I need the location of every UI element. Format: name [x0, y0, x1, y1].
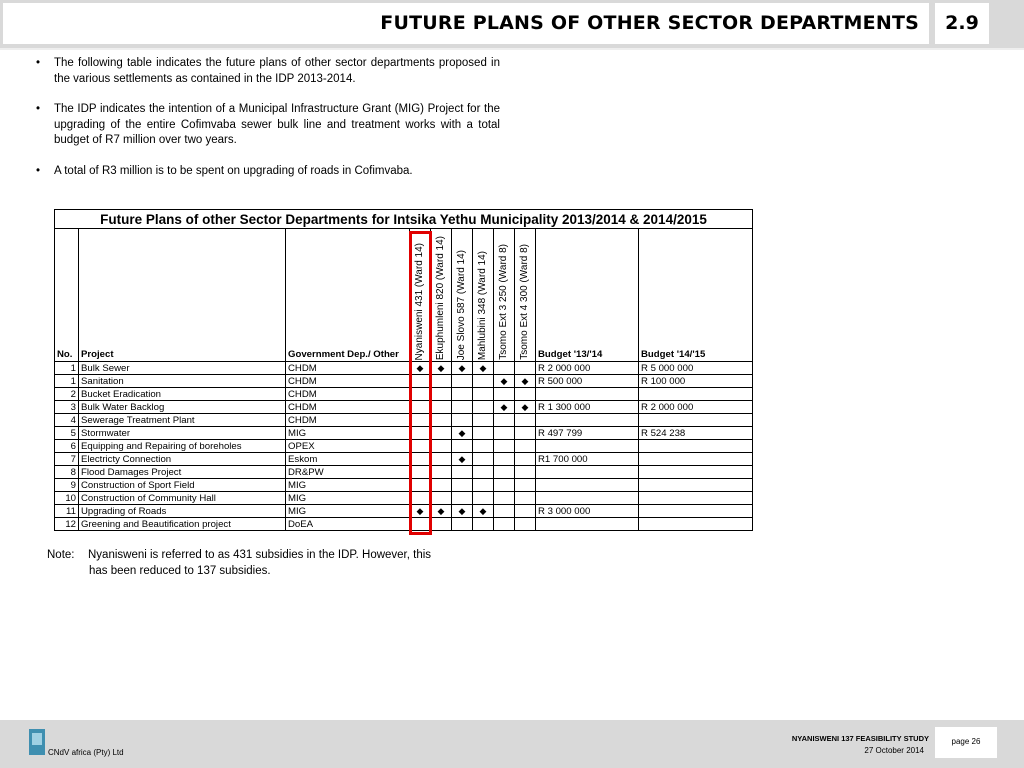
row-department: MIG: [286, 492, 410, 505]
row-budget-2: [639, 505, 753, 518]
row-settlement-marker: [431, 375, 452, 388]
row-budget-2: R 100 000: [639, 375, 753, 388]
header-no: No.: [55, 229, 79, 362]
row-settlement-marker: [473, 401, 494, 414]
row-settlement-marker: ◆: [494, 401, 515, 414]
row-settlement-marker: ◆: [452, 505, 473, 518]
table-row: [55, 440, 753, 453]
company-logo-icon: [29, 729, 45, 755]
row-settlement-marker: [431, 440, 452, 453]
row-settlement-marker: [494, 466, 515, 479]
header-divider: [0, 48, 1024, 50]
row-settlement-marker: [410, 518, 431, 531]
row-budget-1: R 3 000 000: [536, 505, 639, 518]
row-project: Bucket Eradication: [79, 388, 286, 401]
row-settlement-marker: ◆: [515, 375, 536, 388]
bullet-item: • The following table indicates the future plans of other sector departments proposed in the various settlements as contained in the IDP 2013-2014.: [36, 56, 500, 87]
plans-table: [54, 209, 753, 531]
footer-bar: [0, 720, 1024, 768]
row-budget-1: [536, 388, 639, 401]
row-department: CHDM: [286, 414, 410, 427]
row-settlement-marker: [473, 492, 494, 505]
table-row: [55, 401, 753, 414]
row-settlement-marker: ◆: [473, 362, 494, 375]
header-settlement: Mahlubini 348 (Ward 14): [473, 229, 494, 362]
row-department: CHDM: [286, 388, 410, 401]
row-budget-1: [536, 440, 639, 453]
row-project: Construction of Sport Field: [79, 479, 286, 492]
row-settlement-marker: [494, 505, 515, 518]
row-number: 1: [55, 375, 79, 388]
row-settlement-marker: [410, 453, 431, 466]
row-settlement-marker: ◆: [431, 362, 452, 375]
row-budget-2: R 2 000 000: [639, 401, 753, 414]
row-settlement-marker: [494, 427, 515, 440]
row-budget-1: [536, 466, 639, 479]
row-project: Upgrading of Roads: [79, 505, 286, 518]
row-budget-2: [639, 453, 753, 466]
row-budget-1: [536, 479, 639, 492]
row-department: CHDM: [286, 375, 410, 388]
row-budget-2: R 5 000 000: [639, 362, 753, 375]
note-text: Nyanisweni is referred to as 431 subsidies in the IDP. However, this: [88, 549, 432, 561]
section-number: 2.9: [945, 12, 979, 34]
note-label: Note:: [47, 549, 75, 561]
row-settlement-marker: ◆: [410, 362, 431, 375]
row-budget-1: R 500 000: [536, 375, 639, 388]
row-budget-2: [639, 518, 753, 531]
row-budget-2: [639, 479, 753, 492]
row-settlement-marker: ◆: [515, 401, 536, 414]
footer-company: CNdV africa (Pty) Ltd: [48, 748, 124, 757]
row-budget-1: R 2 000 000: [536, 362, 639, 375]
table-row: [55, 453, 753, 466]
header-settlement: Tsomo Ext 3 250 (Ward 8): [494, 229, 515, 362]
header-project: Project: [79, 229, 286, 362]
row-settlement-marker: ◆: [410, 505, 431, 518]
row-settlement-marker: [515, 466, 536, 479]
row-settlement-marker: [494, 453, 515, 466]
row-department: MIG: [286, 505, 410, 518]
row-department: DoEA: [286, 518, 410, 531]
table-row: [55, 466, 753, 479]
row-settlement-marker: [494, 388, 515, 401]
row-number: 12: [55, 518, 79, 531]
row-department: CHDM: [286, 362, 410, 375]
row-settlement-marker: [494, 492, 515, 505]
row-settlement-marker: [431, 479, 452, 492]
row-settlement-marker: [431, 414, 452, 427]
row-project: Flood Damages Project: [79, 466, 286, 479]
row-budget-1: [536, 492, 639, 505]
row-settlement-marker: [515, 492, 536, 505]
row-settlement-marker: [452, 388, 473, 401]
row-settlement-marker: ◆: [452, 427, 473, 440]
row-number: 3: [55, 401, 79, 414]
table-row: [55, 414, 753, 427]
page-title: FUTURE PLANS OF OTHER SECTOR DEPARTMENTS: [380, 12, 919, 34]
row-settlement-marker: [452, 492, 473, 505]
row-settlement-marker: [473, 414, 494, 427]
row-department: MIG: [286, 427, 410, 440]
row-budget-2: [639, 388, 753, 401]
header-budget-2: Budget '14/'15: [639, 229, 753, 362]
row-budget-2: [639, 492, 753, 505]
row-settlement-marker: [515, 362, 536, 375]
row-settlement-marker: [494, 414, 515, 427]
row-budget-2: [639, 414, 753, 427]
header-settlement: Ekuphumleni 820 (Ward 14): [431, 229, 452, 362]
table-row: [55, 427, 753, 440]
row-project: Equipping and Repairing of boreholes: [79, 440, 286, 453]
row-settlement-marker: [494, 518, 515, 531]
row-settlement-marker: [473, 375, 494, 388]
row-settlement-marker: [452, 375, 473, 388]
row-department: Eskom: [286, 453, 410, 466]
row-settlement-marker: [515, 414, 536, 427]
table-row: [55, 492, 753, 505]
row-settlement-marker: [410, 479, 431, 492]
bullet-item: • The IDP indicates the intention of a Municipal Infrastructure Grant (MIG) Project for the upgrading of the entire Cofimvaba sewer bulk line and treatment works with a total budget of R7 million over two years.: [36, 102, 500, 149]
table-row: [55, 479, 753, 492]
footer-study-title: NYANISWENI 137 FEASIBILITY STUDY: [791, 734, 929, 743]
row-settlement-marker: [473, 427, 494, 440]
row-number: 5: [55, 427, 79, 440]
row-budget-2: [639, 466, 753, 479]
plans-table-wrapper: [54, 209, 753, 531]
row-settlement-marker: [452, 518, 473, 531]
row-budget-1: [536, 414, 639, 427]
row-settlement-marker: [515, 479, 536, 492]
row-settlement-marker: [473, 518, 494, 531]
row-settlement-marker: [515, 427, 536, 440]
bullet-item: • A total of R3 million is to be spent on upgrading of roads in Cofimvaba.: [36, 164, 500, 180]
table-row: [55, 518, 753, 531]
row-settlement-marker: [473, 479, 494, 492]
row-number: 7: [55, 453, 79, 466]
row-settlement-marker: [473, 466, 494, 479]
note: [36, 548, 511, 579]
row-project: Bulk Water Backlog: [79, 401, 286, 414]
header-settlement: Joe Slovo 587 (Ward 14): [452, 229, 473, 362]
row-settlement-marker: [515, 518, 536, 531]
row-settlement-marker: ◆: [452, 362, 473, 375]
row-number: 8: [55, 466, 79, 479]
row-project: Electricty Connection: [79, 453, 286, 466]
note-text-continued: has been reduced to 137 subsidies.: [89, 564, 271, 577]
row-number: 11: [55, 505, 79, 518]
row-budget-1: R 1 300 000: [536, 401, 639, 414]
row-settlement-marker: ◆: [431, 505, 452, 518]
row-settlement-marker: [452, 401, 473, 414]
table-row: [55, 375, 753, 388]
row-budget-1: R 497 799: [536, 427, 639, 440]
table-title: Future Plans of other Sector Departments for Intsika Yethu Municipality 2013/2014 & 2014/2015: [55, 210, 753, 229]
row-settlement-marker: [452, 479, 473, 492]
row-budget-1: [536, 518, 639, 531]
row-number: 4: [55, 414, 79, 427]
row-settlement-marker: [431, 492, 452, 505]
row-settlement-marker: ◆: [473, 505, 494, 518]
row-budget-2: R 524 238: [639, 427, 753, 440]
table-row: [55, 362, 753, 375]
row-settlement-marker: [410, 440, 431, 453]
row-settlement-marker: [515, 388, 536, 401]
row-project: Stormwater: [79, 427, 286, 440]
row-settlement-marker: [473, 388, 494, 401]
row-settlement-marker: [452, 414, 473, 427]
row-project: Sewerage Treatment Plant: [79, 414, 286, 427]
row-settlement-marker: [410, 427, 431, 440]
section-number-box: [935, 3, 989, 44]
row-settlement-marker: [452, 440, 473, 453]
row-number: 10: [55, 492, 79, 505]
row-settlement-marker: [431, 466, 452, 479]
row-settlement-marker: [473, 453, 494, 466]
row-number: 9: [55, 479, 79, 492]
row-settlement-marker: ◆: [452, 453, 473, 466]
row-settlement-marker: [494, 440, 515, 453]
row-settlement-marker: [494, 362, 515, 375]
row-budget-1: R1 700 000: [536, 453, 639, 466]
row-settlement-marker: [431, 453, 452, 466]
bullet-list: [36, 56, 500, 194]
row-number: 6: [55, 440, 79, 453]
row-settlement-marker: [410, 414, 431, 427]
header-department: Government Dep./ Other: [286, 229, 410, 362]
row-project: Construction of Community Hall: [79, 492, 286, 505]
row-project: Greening and Beautification project: [79, 518, 286, 531]
footer-date: 27 October 2014: [864, 746, 924, 755]
row-department: CHDM: [286, 401, 410, 414]
row-settlement-marker: [515, 453, 536, 466]
page-number: page 26: [951, 737, 981, 746]
row-settlement-marker: [431, 401, 452, 414]
row-settlement-marker: ◆: [494, 375, 515, 388]
row-settlement-marker: [431, 518, 452, 531]
row-settlement-marker: [515, 440, 536, 453]
row-settlement-marker: [473, 440, 494, 453]
row-settlement-marker: [410, 388, 431, 401]
row-settlement-marker: [410, 466, 431, 479]
row-settlement-marker: [494, 479, 515, 492]
row-settlement-marker: [452, 466, 473, 479]
row-settlement-marker: [410, 375, 431, 388]
header-settlement: Tsomo Ext 4 300 (Ward 8): [515, 229, 536, 362]
row-number: 2: [55, 388, 79, 401]
row-department: DR&PW: [286, 466, 410, 479]
header-settlement: Nyanisweni 431 (Ward 14): [410, 229, 431, 362]
page-number-box: [935, 727, 997, 758]
row-project: Bulk Sewer: [79, 362, 286, 375]
row-settlement-marker: [410, 401, 431, 414]
row-department: OPEX: [286, 440, 410, 453]
row-project: Sanitation: [79, 375, 286, 388]
table-row: [55, 505, 753, 518]
row-settlement-marker: [431, 388, 452, 401]
row-budget-2: [639, 440, 753, 453]
row-department: MIG: [286, 479, 410, 492]
row-settlement-marker: [515, 505, 536, 518]
table-row: [55, 388, 753, 401]
row-settlement-marker: [431, 427, 452, 440]
header-budget-1: Budget '13/'14: [536, 229, 639, 362]
row-number: 1: [55, 362, 79, 375]
row-settlement-marker: [410, 492, 431, 505]
header-title-box: [3, 3, 929, 44]
